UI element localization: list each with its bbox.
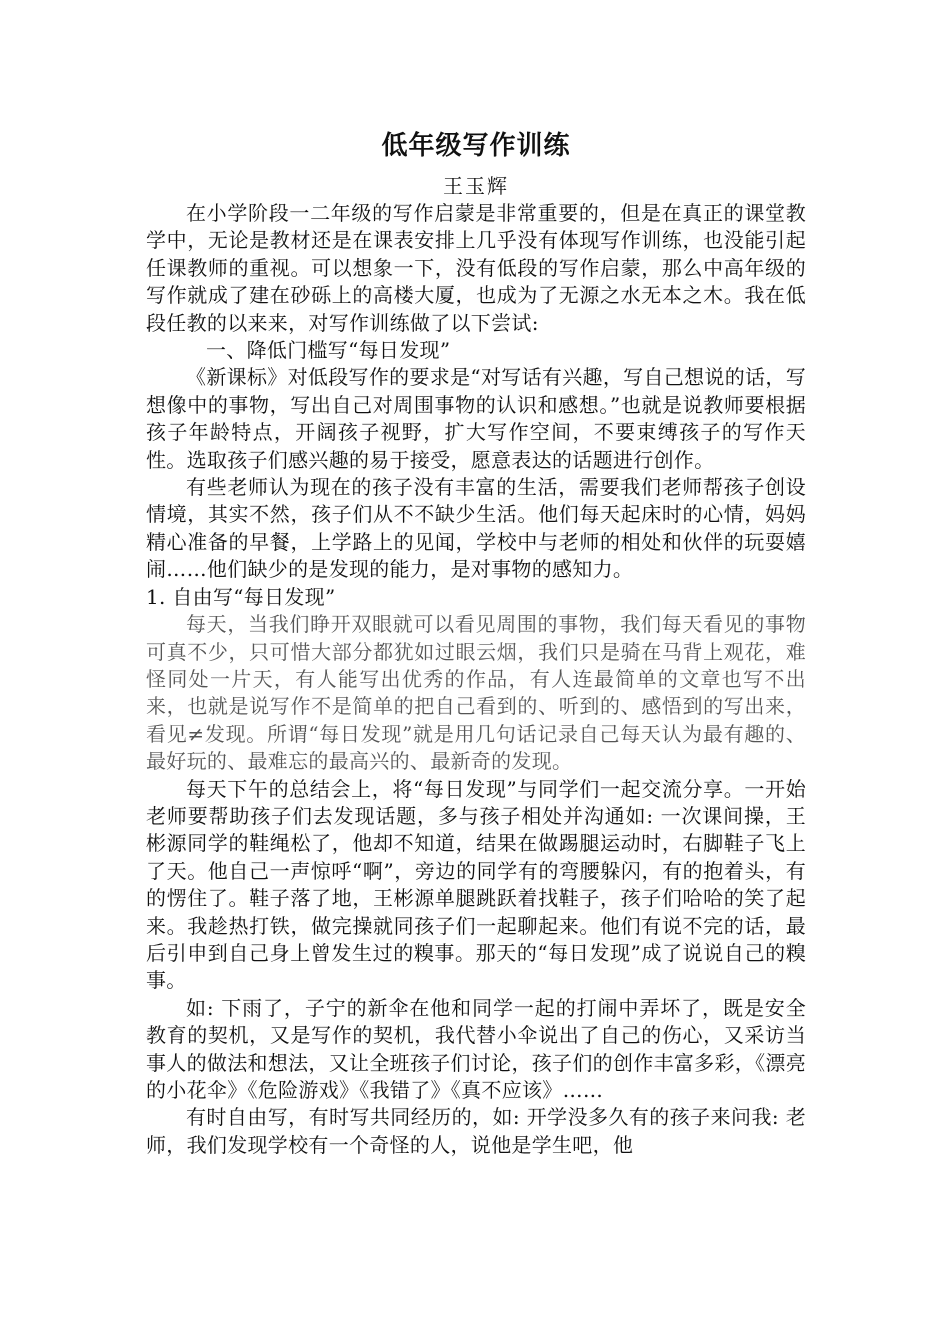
paragraph-curriculum: 《新课标》对低段写作的要求是“对写话有兴趣，写自己想说的话，写想像中的事物，写出自己对周围事物的认识和感想。”也就是说教师要根据孩子年龄特点，开阔孩子视野，扩大写作空间，不要束缚孩子的写作天性。选取孩子们感兴趣的易于接受，愿意表达的话题进行创作。 — [146, 365, 806, 472]
paragraph-umbrella: 如: 下雨了，子宁的新伞在他和同学一起的打闹中弄坏了，既是安全教育的契机，又是写作的契机，我代替小伞说出了自己的伤心，又采访当事人的做法和想法，又让全班孩子们讨论，孩子们的创作丰富多彩，《漂亮的小花伞》《危险游戏》《我错了》《真不应该》…… — [146, 995, 806, 1102]
subsection-heading-1: 1. 自由写“每日发现” — [146, 584, 336, 609]
paragraph-intro: 在小学阶段一二年级的写作启蒙是非常重要的，但是在真正的课堂教学中，无论是教材还是在课表安排上几乎没有体现写作训练，也没能引起任课教师的重视。可以想象一下，没有低段的写作启蒙，那么中高年级的写作就成了建在砂砾上的高楼大厦，也成为了无源之水无本之木。我在低段任教的以来来，对写作训练做了以下尝试: — [146, 201, 806, 335]
paragraph-life: 有些老师认为现在的孩子没有丰富的生活，需要我们老师帮孩子创设情境，其实不然，孩子们从不不缺少生活。他们每天起床时的心情，妈妈精心准备的早餐，上学路上的见闻，学校中与老师的相处和伙伴的玩耍嬉闹……他们缺少的是发现的能力，是对事物的感知力。 — [146, 475, 806, 582]
paragraph-summary-meeting: 每天下午的总结会上，将“每日发现”与同学们一起交流分享。一开始老师要帮助孩子们去发现话题，多与孩子相处并沟通如: 一次课间操，王彬源同学的鞋绳松了，他却不知道，结果在做踢腿运动时，右脚鞋子飞上了天。他自己一声惊呼“啊”，旁边的同学有的弯腰躲闪，有的抱着头，有的愣住了。鞋子落了地，王彬源单腿跳跃着找鞋子，孩子们哈哈的笑了起来。我趁热打铁，做完操就同孩子们一起聊起来。他们有说不完的话，最后引申到自己身上曾发生过的糗事。那天的“每日发现”成了说说自己的糗事。 — [146, 776, 806, 993]
section-heading-1: 一、降低门槛写“每日发现” — [206, 338, 451, 363]
document-page — [146, 128, 806, 1159]
paragraph-free-writing: 有时自由写，有时写共同经历的，如: 开学没多久有的孩子来问我: 老师，我们发现学校有一个奇怪的人，说他是学生吧，他 — [146, 1105, 806, 1157]
document-author: 王玉辉 — [443, 174, 509, 198]
document-title: 低年级写作训练 — [381, 131, 571, 161]
paragraph-daily-discovery: 每天，当我们睁开双眼就可以看见周围的事物，我们每天看见的事物可真不少，只可惜大部分都犹如过眼云烟，我们只是骑在马背上观花，难怪同处一片天，有人能写出优秀的作品，有人连最简单的文章也写不出来，也就是说写作不是简单的把自己看到的、听到的、感悟到的写出来，看见≠发现。所谓“每日发现”就是用几句话记录自己每天认为最有趣的、最好玩的、最难忘的最高兴的、最新奇的发现。 — [146, 612, 806, 774]
